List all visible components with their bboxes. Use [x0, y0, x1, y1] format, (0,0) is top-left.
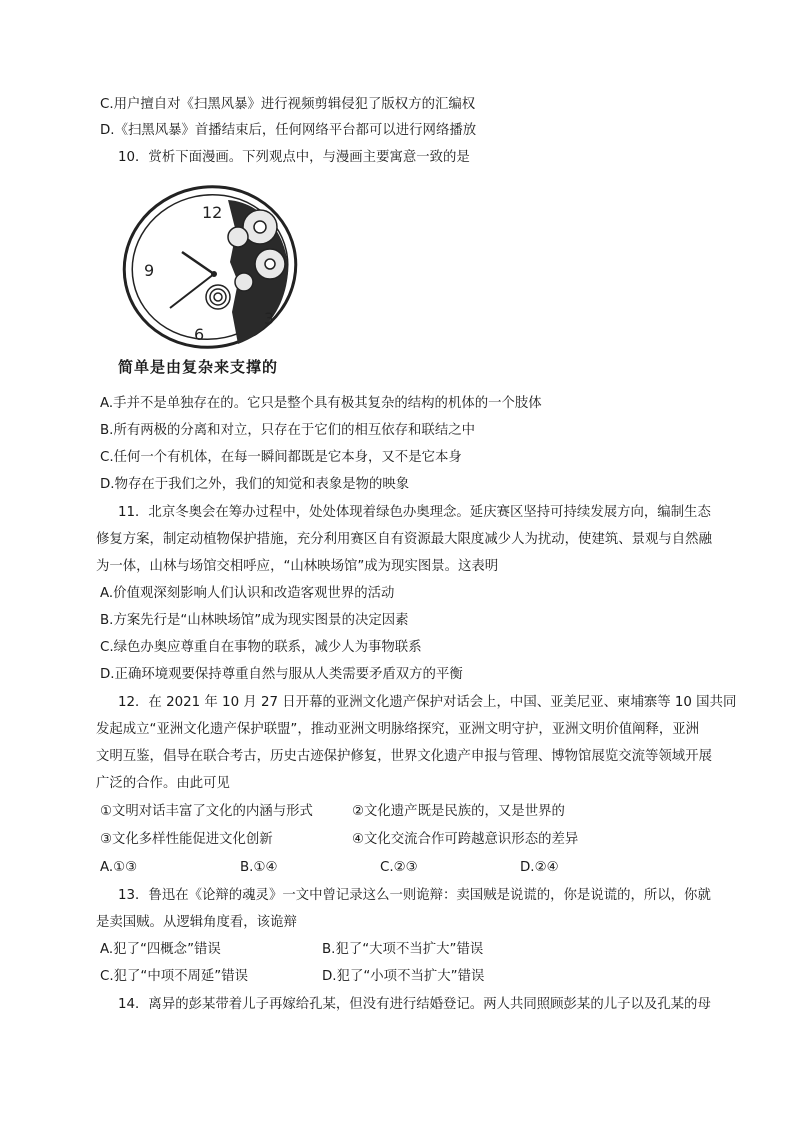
q13-option-b: B.犯了“大项不当扩大”错误	[322, 942, 484, 957]
clock-numeral-6: 6	[194, 325, 205, 344]
clock-cartoon	[110, 182, 310, 382]
q12-option-b: B.①④	[240, 860, 278, 875]
q11-option-a: A.价值观深刻影响人们认识和改造客观世界的活动	[100, 586, 395, 601]
q12-stem-line-4: 广泛的合作。由此可见	[96, 776, 230, 791]
clock-numeral-9: 9	[144, 261, 155, 280]
q10-option-d: D.物存在于我们之外，我们的知觉和表象是物的映象	[100, 477, 410, 492]
q12-option-c: C.②③	[380, 860, 418, 875]
q11-stem-line-2: 修复方案，制定动植物保护措施，充分利用赛区自有资源最大限度减少人为扰动，使建筑、景观与自然融	[96, 532, 712, 547]
q12-statement-1: ①文明对话丰富了文化的内涵与形式	[100, 804, 313, 819]
q13-option-c: C.犯了“中项不周延”错误	[100, 969, 248, 984]
q13-stem-line-2: 是卖国贼。从逻辑角度看，该诡辩	[96, 915, 297, 930]
q13-option-a: A.犯了“四概念”错误	[100, 942, 221, 957]
cartoon-caption: 简单是由复杂来支撑的	[118, 358, 279, 376]
q12-stem-line-1: 12．在 2021 年 10 月 27 日开幕的亚洲文化遗产保护对话会上，中国、亚美尼亚、柬埔寨等 10 国共同	[118, 695, 737, 710]
q10-option-b: B.所有两极的分离和对立，只存在于它们的相互依存和联结之中	[100, 423, 475, 438]
q12-option-a: A.①③	[100, 860, 138, 875]
q9-option-c: C.用户擅自对《扫黑风暴》进行视频剪辑侵犯了版权方的汇编权	[100, 97, 476, 112]
q10-stem: 10．赏析下面漫画。下列观点中，与漫画主要寓意一致的是	[118, 150, 470, 165]
q10-option-c: C.任何一个有机体，在每一瞬间都既是它本身，又不是它本身	[100, 450, 462, 465]
q11-option-d: D.正确环境观要保持尊重自然与服从人类需要矛盾双方的平衡	[100, 667, 463, 682]
q13-option-d: D.犯了“小项不当扩大”错误	[322, 969, 485, 984]
q11-stem-line-1: 11．北京冬奥会在筹办过程中，处处体现着绿色办奥理念。延庆赛区坚持可持续发展方向，编制生态	[118, 505, 711, 520]
q11-stem-line-3: 为一体，山林与场馆交相呼应，“山林映场馆”成为现实图景。这表明	[96, 559, 499, 574]
q12-statement-2: ②文化遗产既是民族的，又是世界的	[352, 804, 565, 819]
q9-option-d: D.《扫黑风暴》首播结束后，任何网络平台都可以进行网络播放	[100, 123, 477, 138]
q12-stem-line-3: 文明互鉴，倡导在联合考古，历史古迹保护修复，世界文化遗产申报与管理、博物馆展览交流等领域开展	[96, 749, 712, 764]
q10-option-a: A.手并不是单独存在的。它只是整个具有极其复杂的结构的机体的一个肢体	[100, 396, 542, 411]
clock-numeral-12: 12	[202, 203, 223, 222]
q12-statement-4: ④文化交流合作可跨越意识形态的差异	[352, 832, 579, 847]
q11-option-b: B.方案先行是“山林映场馆”成为现实图景的决定因素	[100, 613, 409, 628]
q11-option-c: C.绿色办奥应尊重自在事物的联系，减少人为事物联系	[100, 640, 422, 655]
clock-illustration	[110, 182, 310, 382]
q12-option-d: D.②④	[520, 860, 559, 875]
clock-numeral-3: 3	[264, 309, 275, 328]
q13-stem-line-1: 13．鲁迅在《论辩的魂灵》一文中曾记录这么一则诡辩：卖国贼是说谎的，你是说谎的，所以，你就	[118, 888, 711, 903]
q14-stem-line-1: 14．离异的彭某带着儿子再嫁给孔某，但没有进行结婚登记。两人共同照顾彭某的儿子以及孔某的母	[118, 997, 711, 1012]
q12-stem-line-2: 发起成立“亚洲文化遗产保护联盟”，推动亚洲文明脉络探究，亚洲文明守护，亚洲文明价值阐释，亚洲	[96, 722, 700, 737]
q12-statement-3: ③文化多样性能促进文化创新	[100, 832, 273, 847]
